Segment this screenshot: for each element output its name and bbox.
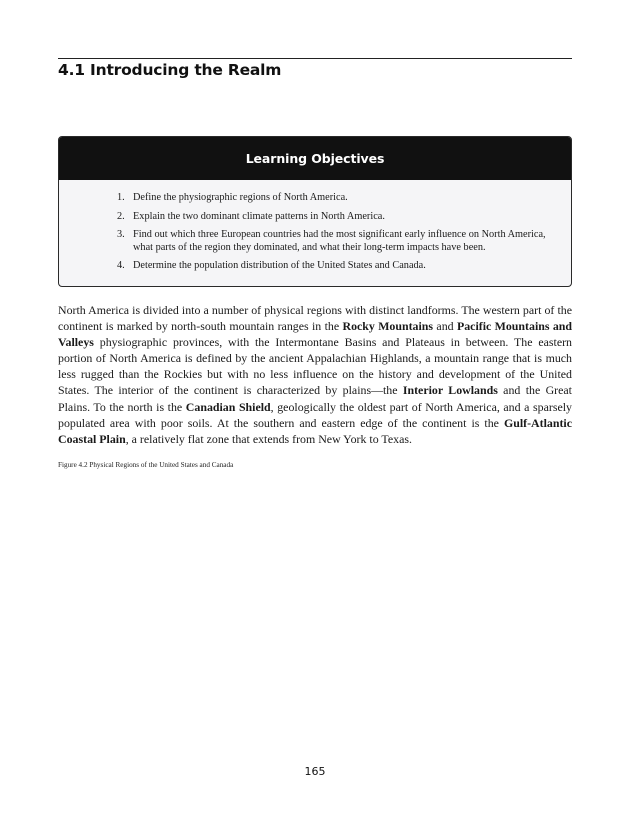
- body-text-run: , geologically the oldest part of North America, and a sparsely populated area with poor soils. At the southern and eastern edge of the continent is the: [58, 399, 572, 430]
- objective-text: Determine the population distribution of the United States and Canada.: [133, 260, 426, 271]
- learning-objectives-heading: Learning Objectives: [59, 137, 571, 180]
- body-text-run: physiographic provinces, with the Intermontane Basins and Plateaus in between. The eastern portion of North America is defined by the ancient Appalachian Highlands, a mountain range that is much less rugged than the Rockies but with no less influence on the history and development of the United States. The interior of the continent is characterized by plains—the: [58, 335, 572, 398]
- objective-item: [117, 192, 553, 205]
- term-canadian-shield: Canadian Shield: [185, 399, 271, 414]
- header-rule: [58, 58, 572, 59]
- body-text-run: and: [433, 319, 457, 334]
- body-text-run: , a relatively flat zone that extends from New York to Texas.: [125, 431, 412, 446]
- objective-item: [117, 260, 553, 273]
- section-title: 4.1 Introducing the Realm: [58, 61, 282, 79]
- term-interior-lowlands: Interior Lowlands: [402, 383, 498, 398]
- objective-item: [117, 211, 553, 224]
- term-rocky-mountains: Rocky Mountains: [342, 319, 434, 334]
- objective-number: 3.: [117, 229, 125, 240]
- objective-number: 2.: [117, 210, 125, 222]
- objectives-list: [59, 180, 571, 273]
- figure-caption: Figure 4.2 Physical Regions of the United States and Canada: [58, 461, 234, 469]
- learning-objectives-box: [58, 136, 572, 287]
- body-paragraph: [58, 302, 572, 447]
- objective-item: [117, 229, 553, 254]
- objective-text: Find out which three European countries had the most significant early influence on North America, what parts of the region they dominated, and what their long-term impacts have been.: [133, 229, 546, 253]
- body-text-run: and the Great Plains. To the north is the: [58, 383, 572, 414]
- term-gulf-atlantic-coastal-plain: Gulf-Atlantic Coastal Plain: [58, 415, 572, 446]
- objective-number: 4.: [117, 260, 125, 271]
- term-pacific-mountains: Pacific Mountains and Valleys: [58, 319, 573, 350]
- objective-number: 1.: [117, 192, 125, 203]
- objective-text: Explain the two dominant climate patterns in North America.: [133, 210, 385, 222]
- objective-text: Define the physiographic regions of North America.: [133, 192, 348, 203]
- page-number: 165: [304, 765, 326, 778]
- body-text-run: North America is divided into a number of physical regions with distinct landforms. The western part of the continent is marked by north-south mountain ranges in the: [58, 303, 572, 334]
